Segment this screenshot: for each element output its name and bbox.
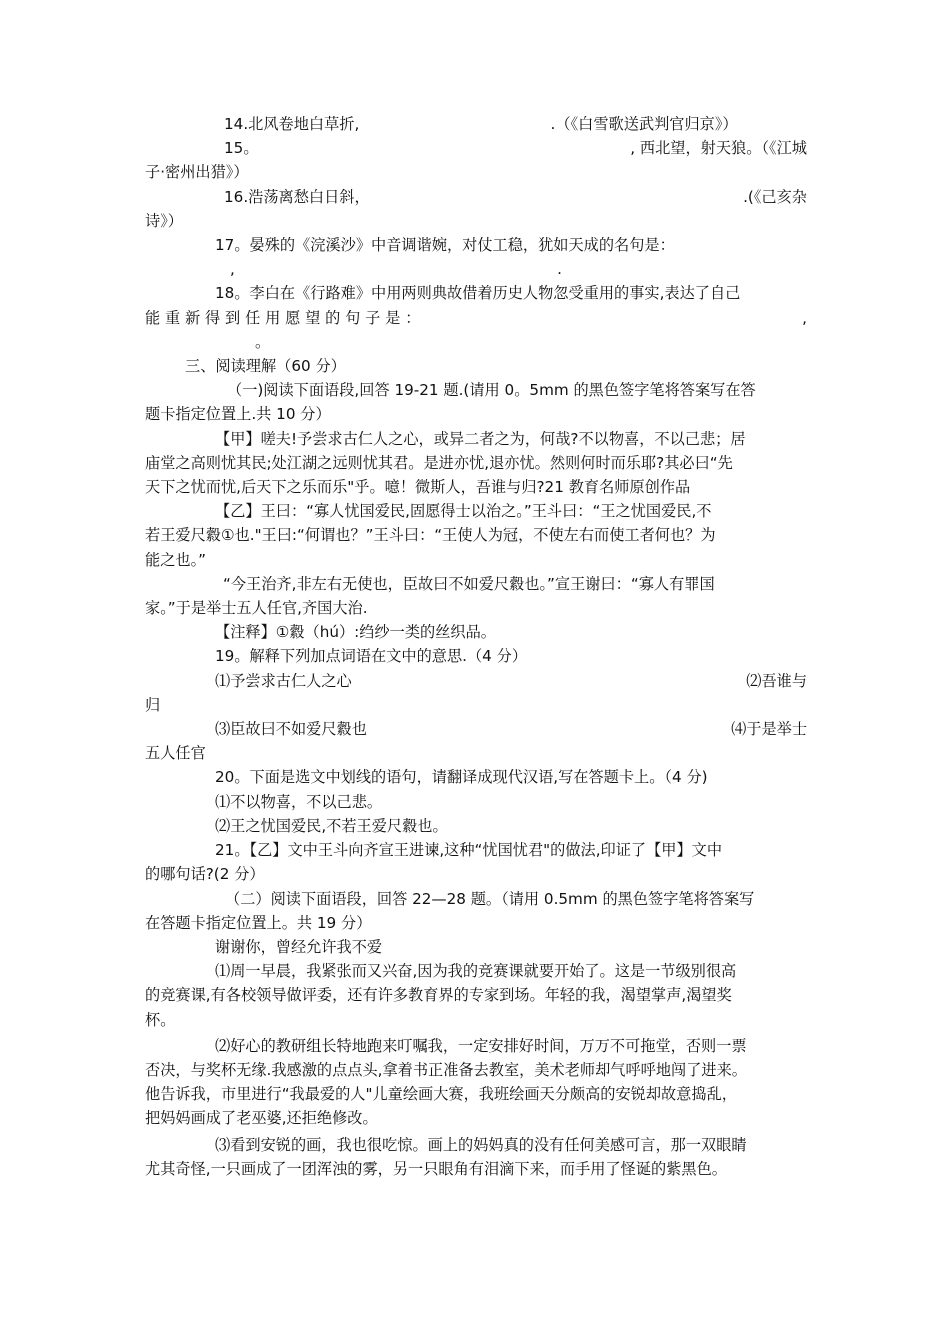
q15-prompt: 15。: [224, 139, 259, 158]
q19-items-3-4: [145, 717, 807, 741]
passage-jia-line2: 庙堂之高则忧其民;处江湖之远则忧其君。是进亦忧,退亦忧。然则何时而乐耶?其必曰“先: [145, 453, 733, 472]
question-14: [145, 112, 807, 136]
passage-yi-line2: 若王爱尺縠①也."王曰:“何谓也？”王斗曰：“王使人为冠，不使左右而使工者何也？为: [145, 526, 716, 545]
q17-period: .: [557, 260, 562, 279]
q14-source: .（《白雪歌送武判官归京》）: [454, 115, 738, 133]
essay-p1-line2: 的竞赛课,有各校领导做评委，还有许多教育界的专家到场。年轻的我，渴望掌声,渴望奖: [145, 986, 732, 1005]
part-one-instructions: （一)阅读下面语段,回答 19-21 题.(请用 0。5mm 的黑色签字笔将答案写在答: [227, 381, 756, 400]
passage-yi-line1: 【乙】王曰：“寡人忧国爱民,固愿得士以治之。”王斗曰：“王之忧国爱民,不: [215, 502, 712, 521]
q19-items-1-2: [145, 669, 807, 693]
q17-blanks: [145, 257, 807, 281]
question-17: 17。晏殊的《浣溪沙》中音调谐婉，对仗工稳，犹如天成的名句是：: [215, 236, 675, 255]
essay-p2-line1: ⑵好心的教研组长特地跑来叮嘱我，一定安排好时间，万万不可拖堂，否则一票: [215, 1036, 747, 1055]
part-one-instructions-cont: 题卡指定位置上.共 10 分）: [145, 405, 331, 424]
essay-p2-line3: 他告诉我，市里进行“我最爱的人"儿童绘画大赛，我班绘画天分颇高的安锐却故意捣乱，: [145, 1085, 737, 1104]
q19-item-2: ⑵吾谁与: [746, 671, 807, 690]
essay-p1-line3: 杯。: [145, 1010, 176, 1029]
q20-item-1: ⑴不以物喜，不以己悲。: [215, 792, 383, 811]
q20-item-2: ⑵王之忧国爱民,不若王爱尺縠也。: [215, 816, 448, 835]
question-19: 19。解释下列加点词语在文中的意思.（4 分）: [215, 647, 528, 666]
q19-item-3: ⑶臣故曰不如爱尺縠也: [215, 720, 367, 739]
document-page: [145, 112, 807, 1181]
part-two-instructions: （二）阅读下面语段，回答 22—28 题。（请用 0.5mm 的黑色签字笔将答案写: [225, 889, 755, 908]
q19-item-1: ⑴予尝求古仁人之心: [215, 671, 352, 690]
question-21-cont: 的哪句话?(2 分）: [145, 865, 265, 884]
question-20: 20。下面是选文中划线的语句，请翻译成现代汉语,写在答题卡上。（4 分): [215, 768, 708, 787]
passage-yi-line3: 能之也。”: [145, 550, 207, 569]
annotation: 【注释】①縠（hú）:绉纱一类的丝织品。: [215, 623, 496, 642]
q19-item-4-cont: 五人任官: [145, 744, 206, 763]
essay-title: 谢谢你，曾经允许我不爱: [215, 937, 383, 956]
section-three-heading: 三、阅读理解（60 分）: [185, 357, 346, 376]
q18-comma: ,: [802, 308, 807, 327]
q17-comma: ,: [230, 260, 235, 279]
passage-yi-line5: 家。”于是举士五人任官,齐国大治.: [145, 599, 368, 618]
passage-jia-line1: 【甲】嗟夫!予尝求古仁人之心，或异二者之为，何哉?不以物喜，不以己悲；居: [215, 429, 746, 448]
q15-text: , 西北望，射天狼。（《江城: [630, 139, 807, 158]
passage-yi-line4: “今王治齐,非左右无使也，臣故曰不如爱尺縠也。”宣王谢曰：“寡人有罪国: [223, 574, 715, 593]
q19-item-2-cont: 归: [145, 695, 161, 714]
q16-source: .(《己亥杂: [743, 187, 807, 206]
essay-p2-line2: 否决，与奖杯无缘.我感激的点点头,拿着书正准备去教室，美术老师却气呼呼地闯了进来。: [145, 1060, 747, 1079]
part-two-instructions-cont: 在答题卡指定位置上。共 19 分）: [145, 913, 372, 932]
q18-text: 能 重 新 得 到 任 用 愿 望 的 句 子 是 ：: [145, 308, 421, 327]
passage-jia-line3: 天下之忧而忧,后天下之乐而乐"乎。噫！微斯人，吾谁与归?21 教育名师原创作品: [145, 478, 691, 497]
essay-p3-line2: 尤其奇怪,一只画成了一团浑浊的雾，另一只眼角有泪滴下来，而手用了怪诞的紫黑色。: [145, 1159, 727, 1178]
essay-p1-line1: ⑴周一早晨，我紧张而又兴奋,因为我的竞赛课就要开始了。这是一节级别很高: [215, 962, 737, 981]
question-18: 18。李白在《行路难》中用两则典故借着历史人物忽受重用的事实,表达了自己: [215, 284, 741, 303]
question-21: 21。【乙】文中王斗向齐宣王进谏,这种“忧国忧君"的做法,印证了【甲】文中: [215, 841, 723, 860]
q18-cont: [145, 306, 807, 330]
q16-source-cont: 诗》）: [145, 211, 183, 230]
q16-prompt: 16.浩荡离愁白日斜，: [224, 187, 370, 206]
question-15: [145, 136, 807, 160]
essay-p3-line1: ⑶看到安锐的画，我也很吃惊。画上的妈妈真的没有任何美感可言，那一双眼睛: [215, 1135, 747, 1154]
question-16: [145, 185, 807, 209]
q19-item-4: ⑷于是举士: [731, 720, 807, 739]
essay-p2-line4: 把妈妈画成了老巫婆,还拒绝修改。: [145, 1109, 378, 1128]
q18-end: 。: [255, 332, 271, 351]
q15-source-cont: 子·密州出猎》）: [145, 163, 249, 182]
q14-prompt: 14.北风卷地白草折,: [224, 115, 360, 133]
